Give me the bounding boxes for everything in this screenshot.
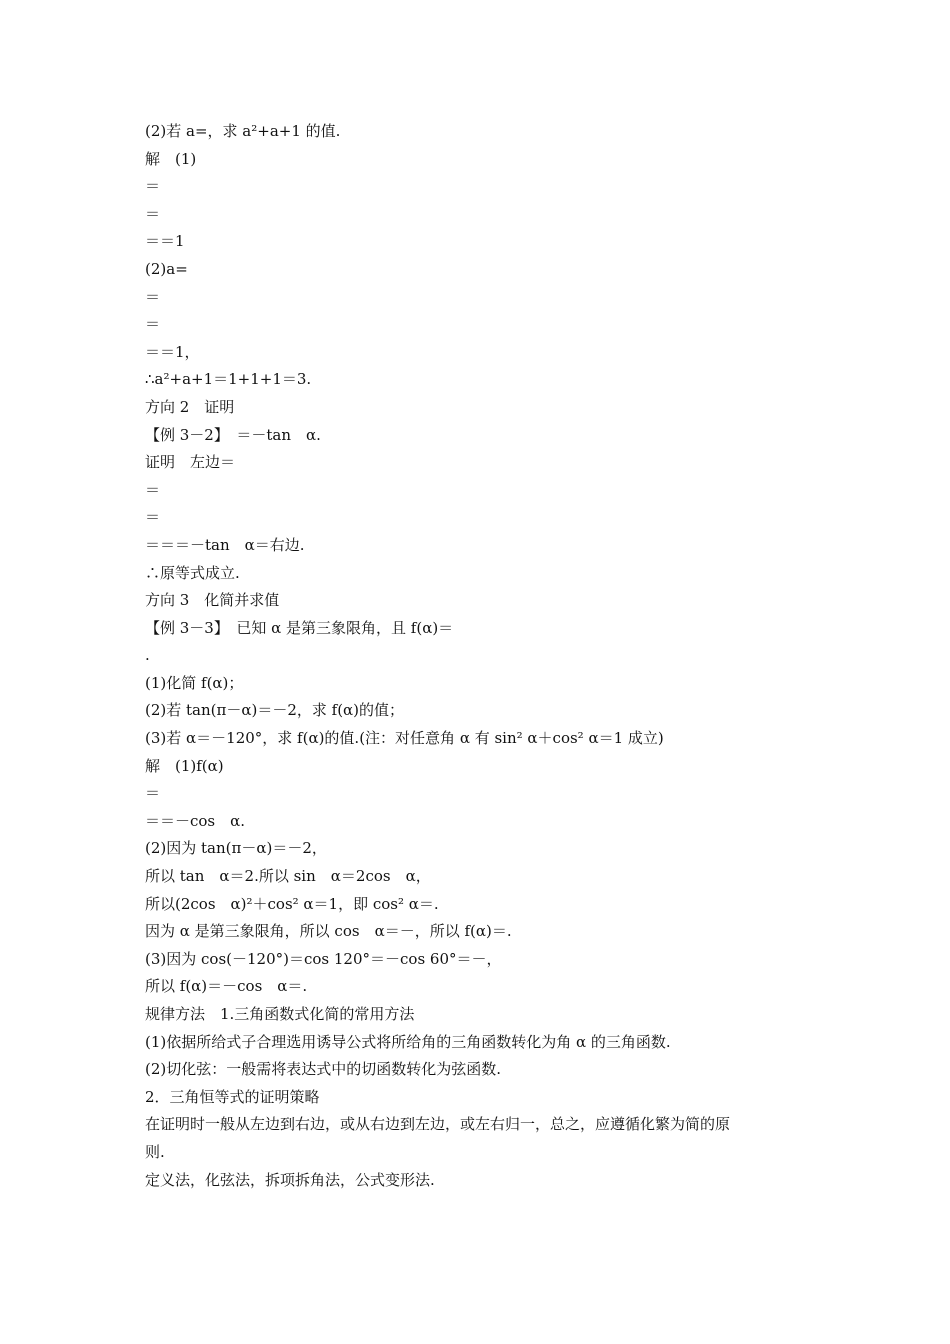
text-line: 在证明时一般从左边到右边，或从右边到左边，或左右归一，总之，应遵循化繁为简的原 bbox=[145, 1115, 731, 1134]
text-line: (2)若 a=，求 a²+a+1 的值. bbox=[145, 122, 341, 140]
text-line: ＝ bbox=[145, 508, 161, 527]
text-line: 2．三角恒等式的证明策略 bbox=[145, 1087, 320, 1106]
document-body bbox=[145, 118, 825, 1194]
text-line: (2)切化弦：一般需将表达式中的切函数转化为弦函数. bbox=[145, 1060, 502, 1079]
text-line: (3)若 α＝－120°，求 f(α)的值.(注：对任意角 α 有 sin² α＋cos² α＝1 成立) bbox=[145, 729, 664, 748]
text-line: (1)依据所给式子合理选用诱导公式将所给角的三角函数转化为角 α 的三角函数. bbox=[145, 1032, 671, 1051]
example-heading: 【例 3－2】 ＝－tan α. bbox=[145, 425, 321, 444]
text-line: 因为 α 是第三象限角，所以 cos α＝－，所以 f(α)＝. bbox=[145, 922, 512, 941]
text-line: 解 (1) bbox=[145, 149, 197, 168]
text-line: ＝＝1 bbox=[145, 232, 185, 251]
text-line: ∴原等式成立. bbox=[145, 563, 240, 582]
text-line: 证明 左边＝ bbox=[145, 453, 236, 472]
text-line: ∴a²+a+1＝1+1+1＝3. bbox=[145, 370, 312, 389]
text-line: 所以(2cos α)²＋cos² α＝1，即 cos² α＝. bbox=[145, 894, 439, 913]
section-heading: 方向 3 化简并求值 bbox=[145, 591, 280, 610]
method-heading: 规律方法 1.三角函数式化简的常用方法 bbox=[145, 1005, 415, 1023]
text-line: (2)a= bbox=[145, 259, 188, 278]
text-line: (3)因为 cos(－120°)＝cos 120°＝－cos 60°＝－， bbox=[145, 949, 502, 968]
text-line: ＝ bbox=[145, 784, 161, 803]
text-line: ＝ bbox=[145, 204, 161, 223]
text-line: 则. bbox=[145, 1142, 165, 1161]
section-heading: 方向 2 证明 bbox=[145, 397, 235, 416]
text-line: (2)若 tan(π－α)＝－2，求 f(α)的值； bbox=[145, 701, 405, 720]
text-line: ＝ bbox=[145, 480, 161, 499]
text-line: 所以 f(α)＝－cos α＝. bbox=[145, 977, 308, 996]
example-heading: 【例 3－3】 已知 α 是第三象限角，且 f(α)＝ bbox=[145, 618, 454, 637]
text-line: (2)因为 tan(π－α)＝－2， bbox=[145, 839, 327, 858]
text-line: 解 (1)f(α) bbox=[145, 756, 224, 775]
text-line: ＝＝1， bbox=[145, 342, 200, 361]
text-line: ＝ bbox=[145, 287, 161, 306]
text-line: ＝＝－cos α. bbox=[145, 811, 246, 830]
text-line: 定义法，化弦法，拆项拆角法，公式变形法. bbox=[145, 1170, 435, 1189]
text-line: ＝ bbox=[145, 177, 161, 196]
text-line: 所以 tan α＝2.所以 sin α＝2cos α， bbox=[145, 867, 431, 886]
text-line: ＝＝＝－tan α＝右边. bbox=[145, 535, 305, 554]
text-line: . bbox=[145, 646, 150, 665]
text-line: ＝ bbox=[145, 315, 161, 334]
text-line: (1)化简 f(α)； bbox=[145, 673, 244, 692]
